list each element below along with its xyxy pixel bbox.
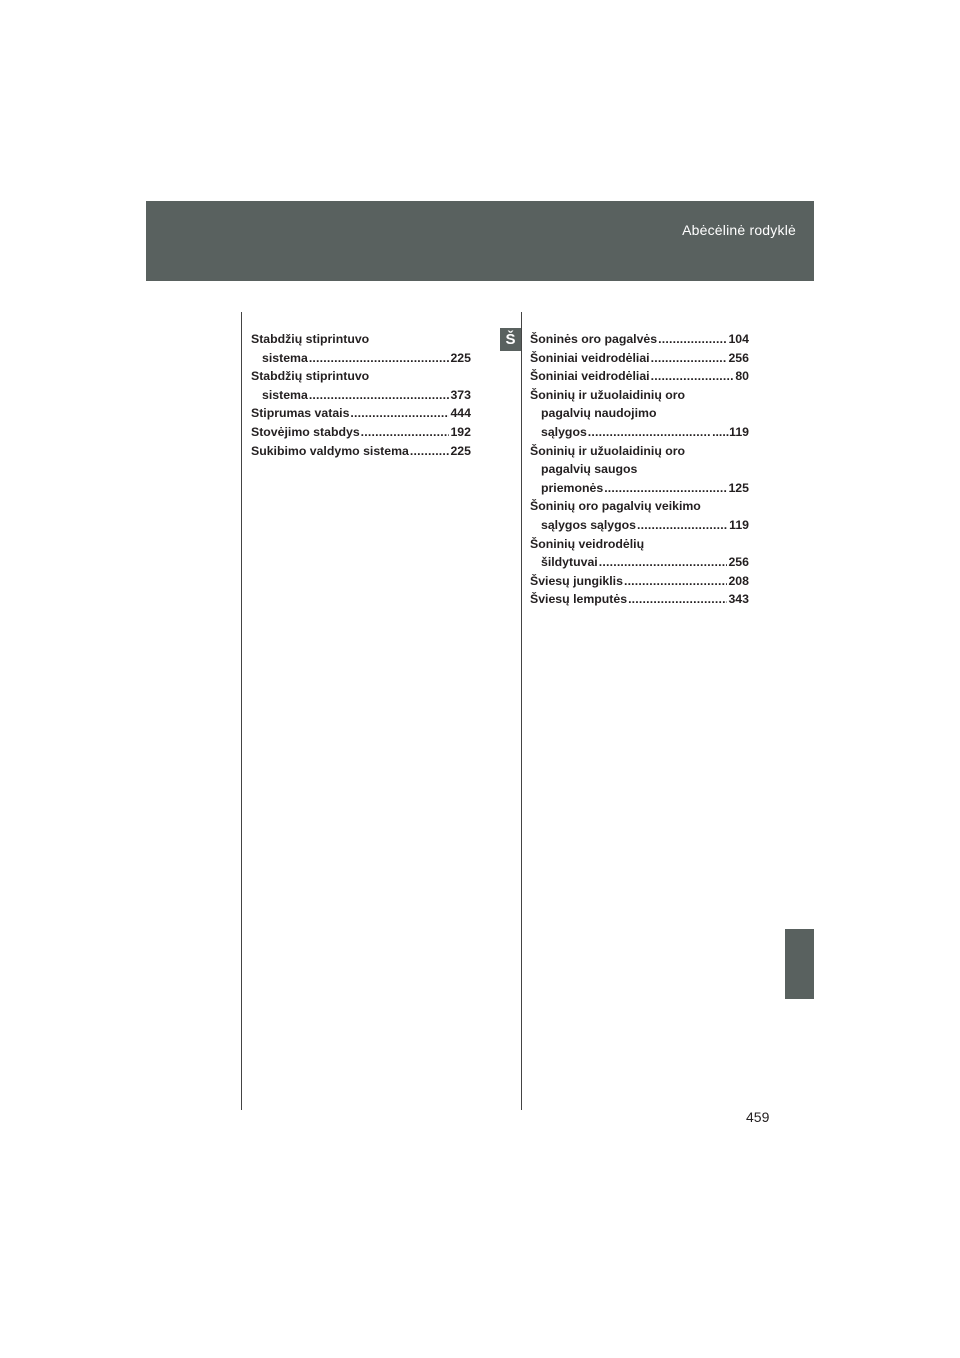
index-entry: [530, 590, 749, 609]
dot-leader: [410, 442, 450, 461]
index-entry-line: Šoninių veidrodėlių: [530, 536, 645, 551]
index-entry: [251, 404, 471, 423]
index-entry-term: priemonės: [541, 480, 604, 495]
page-number: 459: [746, 1109, 770, 1125]
index-entry-term: Stiprumas vatais: [251, 406, 350, 421]
middle-column-rule: [521, 312, 522, 1110]
index-entry-page: 256: [728, 555, 749, 570]
index-entry: [530, 330, 749, 349]
index-entry-leader-line: [251, 349, 471, 368]
index-entry-leader-line: [530, 590, 749, 609]
dot-leader: [658, 330, 727, 349]
index-entry-term: sistema: [262, 350, 308, 365]
index-entry-leader-line: [530, 367, 749, 386]
index-entry-page: 119: [729, 517, 749, 532]
index-entry-term: Sukibimo valdymo sistema: [251, 443, 409, 458]
index-entry-term: sąlygos: [541, 424, 587, 439]
dot-leader: [651, 349, 728, 368]
index-entry-line: Stabdžių stiprintuvo: [251, 332, 370, 346]
dot-leader: [604, 479, 727, 498]
index-entry-leader-line: [530, 423, 749, 442]
index-entry: [530, 367, 749, 386]
chapter-side-tab: [785, 929, 814, 999]
index-entry-page: .....119: [712, 424, 749, 439]
index-entry-leader-line: [530, 330, 749, 349]
index-entry-page: 192: [450, 424, 471, 439]
index-entry: [530, 572, 749, 591]
index-entry-term: Šviesų lemputės: [530, 592, 628, 607]
index-entry-leader-line: [251, 404, 471, 423]
header-band: [146, 201, 814, 281]
left-column-rule: [241, 312, 242, 1110]
index-entry-term: Šoniniai veidrodėliai: [530, 350, 650, 365]
index-entry-leader-line: [530, 516, 749, 535]
index-column-left: [251, 330, 471, 460]
index-entry: [251, 330, 471, 367]
index-entry-page: 343: [728, 592, 749, 607]
dot-leader: [350, 404, 449, 423]
dot-leader: [624, 572, 728, 591]
index-entry-term: Šoninės oro pagalvės: [530, 332, 658, 346]
dot-leader: [637, 516, 728, 535]
dot-leader: [361, 423, 450, 442]
section-letter-badge: Š: [500, 328, 521, 351]
dot-leader: [599, 553, 728, 572]
dot-leader: [651, 367, 735, 386]
dot-leader: [588, 423, 711, 442]
index-entry-page: 256: [728, 350, 749, 365]
index-entry-page: 208: [728, 573, 749, 588]
dot-leader: [309, 349, 450, 368]
index-entry-leader-line: [530, 572, 749, 591]
dot-leader: [628, 590, 727, 609]
index-entry-line: Šoninių ir užuolaidinių oro: [530, 443, 686, 458]
index-entry-leader-line: [530, 553, 749, 572]
index-entry: [530, 386, 749, 442]
index-column-right: [530, 330, 749, 609]
index-entry-term: sistema: [262, 387, 308, 402]
index-entry: [251, 367, 471, 404]
index-entry-page: 125: [728, 480, 749, 495]
index-entry-page: 444: [450, 406, 471, 421]
index-entry-line: Šoninių ir užuolaidinių oro: [530, 387, 686, 402]
index-entry-page: 225: [450, 443, 471, 458]
index-entry-page: 225: [450, 350, 471, 365]
index-entry-line: pagalvių saugos: [541, 462, 638, 477]
index-entry: [251, 423, 471, 442]
index-entry-page: 373: [450, 387, 471, 402]
index-entry: [530, 442, 749, 498]
index-entry: [251, 442, 471, 461]
index-entry-leader-line: [530, 349, 749, 368]
index-entry: [530, 349, 749, 368]
index-entry-term: Šoniniai veidrodėliai: [530, 369, 650, 384]
index-entry-page: 80: [735, 369, 749, 384]
index-entry: [530, 497, 749, 534]
index-entry-line: pagalvių naudojimo: [541, 406, 657, 421]
index-entry-term: šildytuvai: [541, 555, 598, 570]
header-title: Abėcėlinė rodyklė: [682, 222, 796, 238]
index-entry-leader-line: [251, 423, 471, 442]
index-entry-term: Šviesų jungiklis: [530, 573, 623, 588]
index-entry-term: Stovėjimo stabdys: [251, 424, 360, 439]
index-entry-line: Šoninių oro pagalvių veikimo: [530, 499, 701, 514]
dot-leader: [309, 386, 450, 405]
index-entry-leader-line: [530, 479, 749, 498]
index-entry-leader-line: [251, 442, 471, 461]
index-entry-leader-line: [251, 386, 471, 405]
index-entry-term: sąlygos sąlygos: [541, 517, 637, 532]
index-entry-line: Stabdžių stiprintuvo: [251, 369, 370, 384]
index-entry-page: 104: [728, 332, 749, 346]
index-entry: [530, 535, 749, 572]
